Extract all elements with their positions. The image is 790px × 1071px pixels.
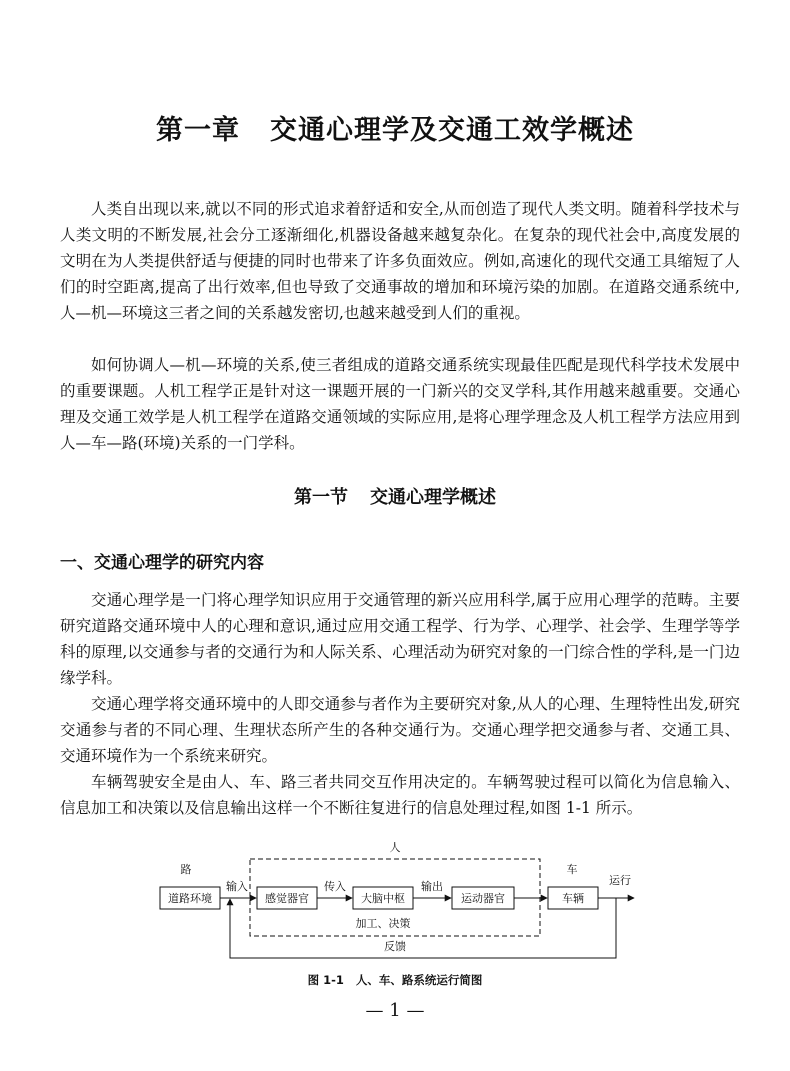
- body-paragraph: 交通心理学是一门将心理学知识应用于交通管理的新兴应用科学,属于应用心理学的范畴。主要研究道路交通环境中人的心理和意识,通过应用交通工程学、行为学、心理学、社会学、生理学等学科的原理,以交通参与者的交通行为和人际关系、心理活动为研究对象的一门综合性的学科,是一门边缘学科。: [60, 591, 740, 687]
- figure-caption: [0, 972, 790, 988]
- section-number: 第一节: [294, 487, 348, 508]
- vehicle-label: 车: [566, 863, 578, 876]
- sensory-organ-label: 感觉器官: [265, 892, 309, 905]
- road-label: 路: [180, 863, 192, 876]
- chapter-number: 第一章: [156, 115, 240, 146]
- road-environment-label: 道路环境: [168, 892, 212, 905]
- figure-number: 图 1-1: [307, 973, 344, 987]
- input-label: 输入: [226, 880, 248, 893]
- section-title: [0, 483, 790, 509]
- body-paragraph: 交通心理学将交通环境中的人即交通参与者作为主要研究对象,从人的心理、生理特性出发,研究交通参与者的不同心理、生理状态所产生的各种交通行为。交通心理学把交通参与者、交通工具、交通环境作为一个系统来研究。: [60, 695, 740, 765]
- motor-organ-label: 运动器官: [461, 892, 505, 905]
- figure-caption-text: 人、车、路系统运行简图: [355, 973, 483, 987]
- intro-paragraph: 人类自出现以来,就以不同的形式追求着舒适和安全,从而创造了现代人类文明。随着科学技术与人类文明的不断发展,社会分工逐渐细化,机器设备越来越复杂化。在复杂的现代社会中,高度发展的文明在为人类提供舒适与便捷的同时也带来了许多负面效应。例如,高速化的现代交通工具缩短了人们的时空距离,提高了出行效率,但也导致了交通事故的增加和环境污染的加剧。在道路交通系统中,人—机—环境这三者之间的关系越发密切,也越来越受到人们的重视。: [60, 200, 740, 322]
- section-title-text: 交通心理学概述: [370, 487, 496, 508]
- feedback-label: 反馈: [384, 940, 406, 953]
- brain-center-label: 大脑中枢: [361, 892, 405, 905]
- transmit-label: 传入: [324, 880, 346, 893]
- subsection-title: 一、交通心理学的研究内容: [60, 553, 264, 573]
- human-label: 人: [389, 841, 401, 854]
- chapter-title-text: 交通心理学及交通工效学概述: [270, 115, 634, 146]
- running-label: 运行: [609, 874, 631, 887]
- page-number: — 1 —: [365, 1000, 425, 1021]
- system-diagram: [150, 838, 650, 968]
- intro-paragraph: 如何协调人—机—环境的关系,使三者组成的道路交通系统实现最佳匹配是现代科学技术发展中的重要课题。人机工程学正是针对这一课题开展的一门新兴的交叉学科,其作用越来越重要。交通心理及交通工效学是人机工程学在道路交通领域的实际应用,是将心理学理念及人机工程学方法应用到人—车—路(环境)关系的一门学科。: [60, 356, 740, 452]
- chapter-title: [0, 108, 790, 147]
- vehicle-box-label: 车辆: [562, 892, 584, 905]
- body-paragraph: 车辆驾驶安全是由人、车、路三者共同交互作用决定的。车辆驾驶过程可以简化为信息输入、信息加工和决策以及信息输出这样一个不断往复进行的信息处理过程,如图 1-1 所示。: [60, 773, 740, 817]
- processing-label: 加工、决策: [355, 917, 411, 930]
- output-label: 输出: [421, 880, 443, 893]
